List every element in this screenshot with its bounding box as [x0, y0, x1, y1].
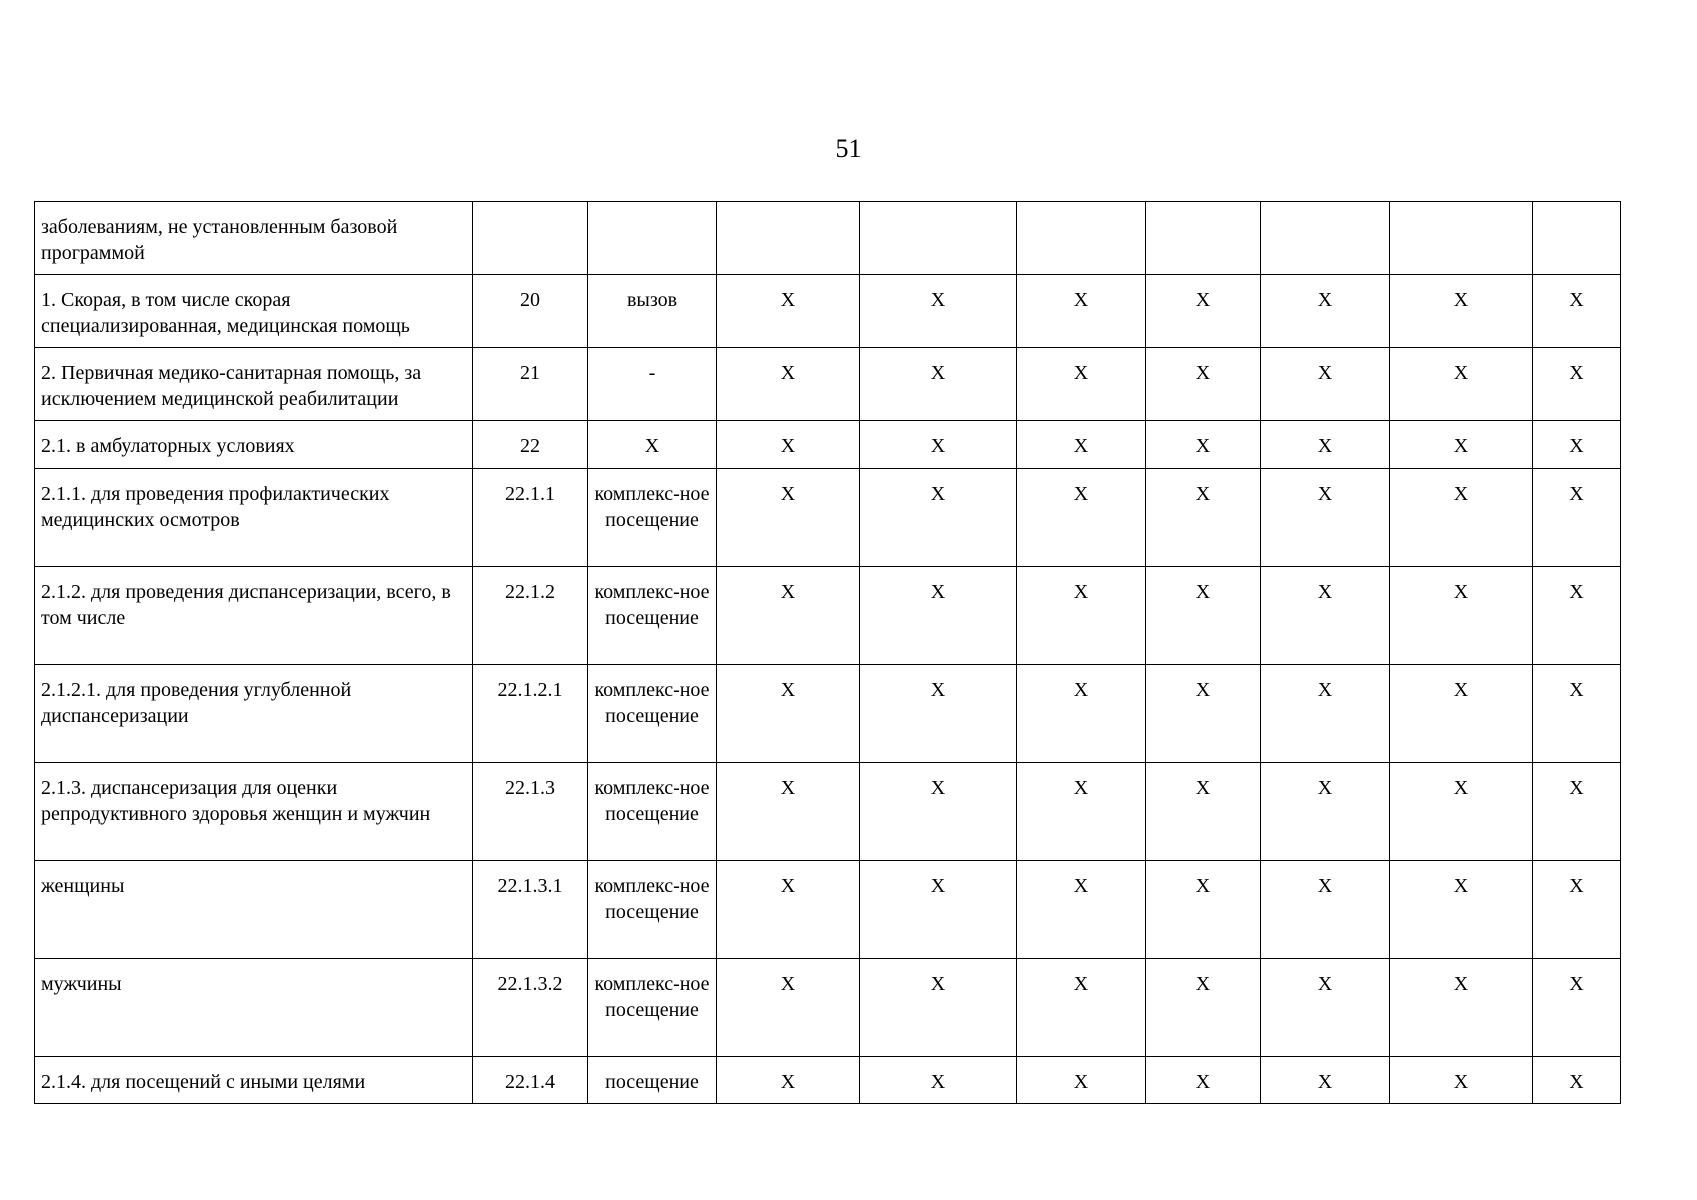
value-cell: Х: [1017, 275, 1146, 348]
value-cell: Х: [1146, 1057, 1261, 1104]
value-cell: Х: [1533, 469, 1621, 567]
data-table: [34, 201, 1621, 1104]
table-row: [35, 861, 1621, 959]
row-code-cell: [473, 202, 588, 275]
value-cell: Х: [1017, 469, 1146, 567]
row-unit-cell: вызов: [588, 275, 717, 348]
value-cell: Х: [1261, 861, 1390, 959]
row-name-cell: 2.1.4. для посещений с иными целями: [35, 1057, 473, 1104]
value-cell: Х: [860, 348, 1017, 421]
value-cell: Х: [1533, 275, 1621, 348]
value-cell: Х: [1533, 665, 1621, 763]
value-cell: Х: [717, 348, 860, 421]
value-cell: Х: [860, 1057, 1017, 1104]
value-cell: Х: [1533, 567, 1621, 665]
value-cell: Х: [717, 275, 860, 348]
row-unit-cell: комплекс-ное посещение: [588, 861, 717, 959]
value-cell: Х: [717, 959, 860, 1057]
table-row: [35, 1057, 1621, 1104]
value-cell: [860, 202, 1017, 275]
value-cell: Х: [1146, 959, 1261, 1057]
value-cell: Х: [1261, 665, 1390, 763]
value-cell: Х: [1146, 469, 1261, 567]
value-cell: Х: [1261, 959, 1390, 1057]
value-cell: Х: [1390, 348, 1533, 421]
value-cell: Х: [1390, 959, 1533, 1057]
row-code-cell: 21: [473, 348, 588, 421]
value-cell: Х: [1146, 275, 1261, 348]
row-name-cell: 1. Скорая, в том числе скорая специализированная, медицинская помощь: [35, 275, 473, 348]
row-unit-cell: комплекс-ное посещение: [588, 763, 717, 861]
value-cell: Х: [1533, 348, 1621, 421]
value-cell: Х: [860, 275, 1017, 348]
value-cell: Х: [1261, 469, 1390, 567]
value-cell: Х: [1533, 1057, 1621, 1104]
row-name-cell: 2.1. в амбулаторных условиях: [35, 421, 473, 469]
value-cell: Х: [1146, 763, 1261, 861]
row-name-cell: 2.1.3. диспансеризация для оценки репродуктивного здоровья женщин и мужчин: [35, 763, 473, 861]
row-code-cell: 22.1.3: [473, 763, 588, 861]
value-cell: Х: [1146, 348, 1261, 421]
row-code-cell: 22.1.2: [473, 567, 588, 665]
value-cell: Х: [1390, 1057, 1533, 1104]
value-cell: Х: [1017, 1057, 1146, 1104]
value-cell: Х: [1146, 421, 1261, 469]
value-cell: Х: [1390, 275, 1533, 348]
table-row: [35, 469, 1621, 567]
row-name-cell: 2.1.2. для проведения диспансеризации, всего, в том числе: [35, 567, 473, 665]
value-cell: Х: [1017, 348, 1146, 421]
row-unit-cell: комплекс-ное посещение: [588, 959, 717, 1057]
table-row: [35, 202, 1621, 275]
row-name-cell: заболеваниям, не установленным базовой программой: [35, 202, 473, 275]
value-cell: Х: [1261, 275, 1390, 348]
row-code-cell: 22.1.2.1: [473, 665, 588, 763]
table-row: [35, 665, 1621, 763]
value-cell: Х: [1146, 567, 1261, 665]
row-name-cell: 2. Первичная медико-санитарная помощь, за исключением медицинской реабилитации: [35, 348, 473, 421]
row-code-cell: 22.1.3.2: [473, 959, 588, 1057]
value-cell: Х: [860, 665, 1017, 763]
value-cell: Х: [717, 421, 860, 469]
value-cell: Х: [1017, 763, 1146, 861]
row-unit-cell: комплекс-ное посещение: [588, 469, 717, 567]
row-code-cell: 22.1.4: [473, 1057, 588, 1104]
value-cell: Х: [1017, 861, 1146, 959]
value-cell: Х: [1390, 469, 1533, 567]
value-cell: Х: [1261, 421, 1390, 469]
value-cell: Х: [717, 469, 860, 567]
value-cell: Х: [1533, 763, 1621, 861]
row-name-cell: женщины: [35, 861, 473, 959]
value-cell: Х: [717, 567, 860, 665]
value-cell: Х: [860, 763, 1017, 861]
row-unit-cell: посещение: [588, 1057, 717, 1104]
table-row: [35, 275, 1621, 348]
row-code-cell: 22: [473, 421, 588, 469]
value-cell: Х: [1017, 959, 1146, 1057]
value-cell: Х: [860, 421, 1017, 469]
value-cell: Х: [1533, 421, 1621, 469]
value-cell: Х: [1261, 763, 1390, 861]
value-cell: Х: [1017, 665, 1146, 763]
table-row: [35, 567, 1621, 665]
value-cell: Х: [860, 567, 1017, 665]
row-name-cell: 2.1.2.1. для проведения углубленной диспансеризации: [35, 665, 473, 763]
value-cell: [1261, 202, 1390, 275]
table-row: [35, 763, 1621, 861]
value-cell: Х: [1261, 1057, 1390, 1104]
row-code-cell: 20: [473, 275, 588, 348]
value-cell: Х: [717, 861, 860, 959]
row-unit-cell: комплекс-ное посещение: [588, 665, 717, 763]
table-row: [35, 348, 1621, 421]
page-number: 51: [835, 134, 862, 163]
table-row: [35, 959, 1621, 1057]
value-cell: [1017, 202, 1146, 275]
value-cell: Х: [1017, 421, 1146, 469]
value-cell: [717, 202, 860, 275]
value-cell: Х: [1390, 763, 1533, 861]
value-cell: Х: [717, 763, 860, 861]
row-name-cell: мужчины: [35, 959, 473, 1057]
row-unit-cell: Х: [588, 421, 717, 469]
row-name-cell: 2.1.1. для проведения профилактических медицинских осмотров: [35, 469, 473, 567]
value-cell: [1533, 202, 1621, 275]
value-cell: Х: [1261, 567, 1390, 665]
row-unit-cell: -: [588, 348, 717, 421]
value-cell: Х: [717, 665, 860, 763]
value-cell: Х: [860, 959, 1017, 1057]
value-cell: Х: [717, 1057, 860, 1104]
row-code-cell: 22.1.1: [473, 469, 588, 567]
value-cell: Х: [1390, 861, 1533, 959]
row-unit-cell: [588, 202, 717, 275]
value-cell: [1146, 202, 1261, 275]
table-row: [35, 421, 1621, 469]
value-cell: Х: [860, 861, 1017, 959]
value-cell: Х: [1533, 861, 1621, 959]
value-cell: Х: [1146, 861, 1261, 959]
value-cell: Х: [1017, 567, 1146, 665]
value-cell: Х: [1390, 421, 1533, 469]
value-cell: Х: [1533, 959, 1621, 1057]
value-cell: [1390, 202, 1533, 275]
row-code-cell: 22.1.3.1: [473, 861, 588, 959]
row-unit-cell: комплекс-ное посещение: [588, 567, 717, 665]
value-cell: Х: [860, 469, 1017, 567]
value-cell: Х: [1390, 665, 1533, 763]
value-cell: Х: [1261, 348, 1390, 421]
value-cell: Х: [1146, 665, 1261, 763]
value-cell: Х: [1390, 567, 1533, 665]
table-body: [35, 202, 1621, 1104]
